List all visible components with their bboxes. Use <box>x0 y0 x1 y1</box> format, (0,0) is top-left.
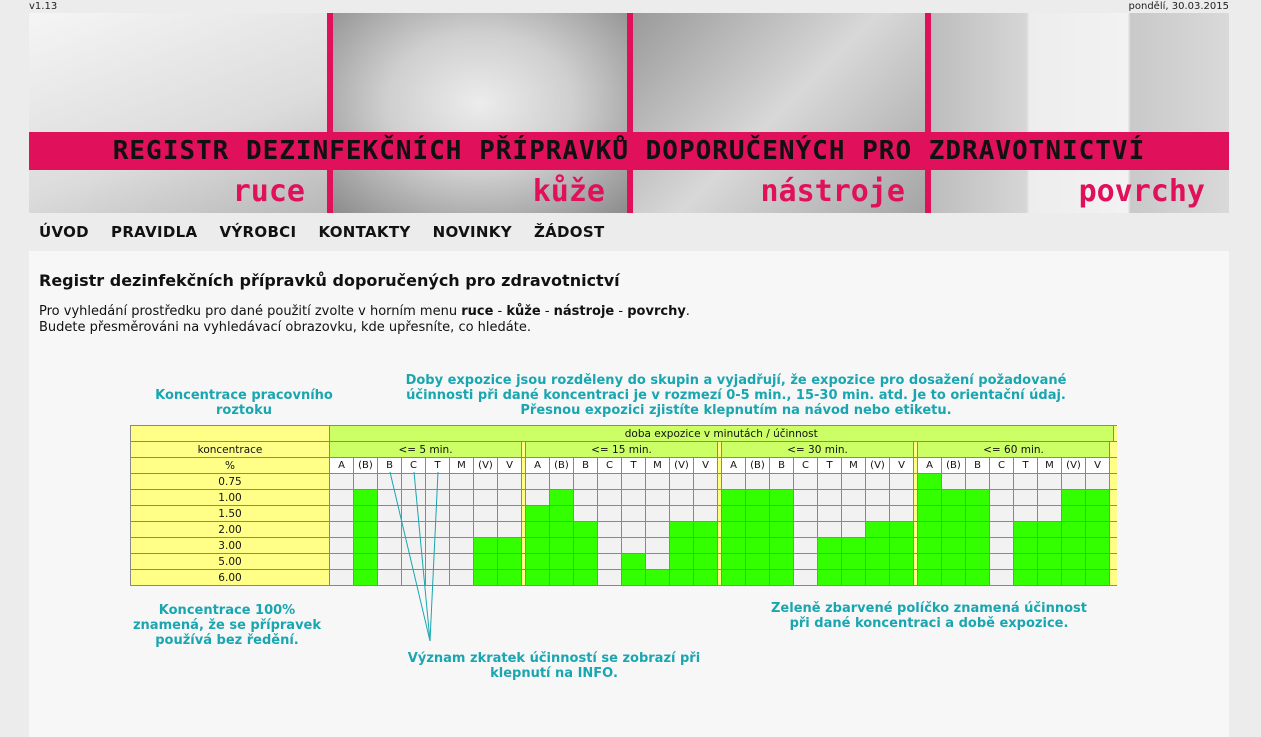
intro-link-povrchy[interactable]: povrchy <box>627 304 686 319</box>
header-banner <box>29 13 1229 213</box>
intro-link-nastroje[interactable]: nástroje <box>553 304 615 319</box>
intro-dash: - <box>540 304 554 319</box>
table-abbr-header: A <box>330 458 354 474</box>
table-abbr-header: (B) <box>942 458 966 474</box>
main-menu <box>39 222 621 242</box>
nav-item-uvod[interactable]: ÚVOD <box>39 223 89 241</box>
table-abbr-header: (V) <box>474 458 498 474</box>
version-label: v1.13 <box>29 1 58 12</box>
table-abbr-header: T <box>622 458 646 474</box>
nav-item-novinky[interactable]: NOVINKY <box>432 223 512 241</box>
table-group-header: <= 60 min. <box>918 442 1110 458</box>
table-abbr-header: C <box>402 458 426 474</box>
category-link-kuze[interactable]: kůže <box>532 174 605 209</box>
intro-dash: - <box>614 304 628 319</box>
table-abbr-header: (B) <box>550 458 574 474</box>
table-concentration-cell: 1.50 <box>131 506 330 522</box>
table-abbr-header: T <box>818 458 842 474</box>
table-abbr-header: V <box>694 458 718 474</box>
table-concentration-cell: 3.00 <box>131 538 330 554</box>
intro-link-ruce[interactable]: ruce <box>461 304 494 319</box>
nav-item-pravidla[interactable]: PRAVIDLA <box>111 223 198 241</box>
intro-dash: - <box>493 304 507 319</box>
table-abbr-header: B <box>770 458 794 474</box>
table-abbr-header: B <box>966 458 990 474</box>
note-green-meaning: Zeleně zbarvené políčko znamená účinnost při dané koncentraci a době expozice. <box>771 601 1087 631</box>
table-concentration-cell: 0.75 <box>131 474 330 490</box>
table-abbr-header: B <box>378 458 402 474</box>
table-abbr-header: M <box>450 458 474 474</box>
table-abbr-header: M <box>646 458 670 474</box>
note-abbr-meaning: Význam zkratek účinností se zobrazí při klepnutí na INFO. <box>407 651 701 681</box>
table-label-koncentrace: koncentrace <box>131 442 330 458</box>
table-concentration-cell: 5.00 <box>131 554 330 570</box>
table-abbr-header: (V) <box>670 458 694 474</box>
date-label: pondělí, 30.03.2015 <box>1128 1 1229 12</box>
intro-period: . <box>685 304 690 319</box>
table-abbr-header: (V) <box>866 458 890 474</box>
table-concentration-cell: 1.00 <box>131 490 330 506</box>
table-abbr-header: V <box>498 458 522 474</box>
note-exposure-info: Doby expozice jsou rozděleny do skupin a vyjadřují, že expozice pro dosažení požadované účinnosti při dané koncentraci je v rozmezí 0-5 min., 15-30 min. atd. Je to orientační údaj. Přesnou expozici zjistíte klepnutím na návod nebo etiketu. <box>405 373 1067 418</box>
table-abbr-header: T <box>426 458 450 474</box>
note-concentration-100: Koncentrace 100% znamená, že se přípravek používá bez ředění. <box>132 603 322 648</box>
table-abbr-header: C <box>598 458 622 474</box>
table-abbr-header: (B) <box>746 458 770 474</box>
table-group-header: <= 5 min. <box>330 442 522 458</box>
table-concentration-cell: 6.00 <box>131 570 330 586</box>
table-abbr-header: (V) <box>1062 458 1086 474</box>
table-abbr-header: C <box>990 458 1014 474</box>
nav-item-vyrobci[interactable]: VÝROBCI <box>219 223 297 241</box>
intro-prefix: Pro vyhledání prostředku pro dané použití zvolte v horním menu <box>39 304 462 319</box>
main-content <box>29 251 1229 737</box>
note-concentration-title: Koncentrace pracovního roztoku <box>155 388 333 418</box>
table-abbr-header: V <box>1086 458 1110 474</box>
banner-title: REGISTR DEZINFEKČNÍCH PŘÍPRAVKŮ DOPORUČENÝCH PRO ZDRAVOTNICTVÍ <box>29 132 1229 170</box>
table-abbr-header: V <box>890 458 914 474</box>
table-abbr-header: M <box>842 458 866 474</box>
nav-item-kontakty[interactable]: KONTAKTY <box>318 223 411 241</box>
table-group-header: <= 30 min. <box>722 442 914 458</box>
table-abbr-header: A <box>918 458 942 474</box>
nav-item-zadost[interactable]: ŽÁDOST <box>533 223 605 241</box>
category-link-povrchy[interactable]: povrchy <box>1078 174 1205 209</box>
table-abbr-header: (B) <box>354 458 378 474</box>
table-abbr-header: A <box>722 458 746 474</box>
table-label-percent: % <box>131 458 330 474</box>
intro-link-kuze[interactable]: kůže <box>506 304 541 319</box>
table-abbr-header: A <box>526 458 550 474</box>
table-abbr-header: T <box>1014 458 1038 474</box>
category-link-nastroje[interactable]: nástroje <box>760 174 905 209</box>
top-info-bar <box>29 0 1229 13</box>
table-concentration-cell: 2.00 <box>131 522 330 538</box>
table-abbr-header: M <box>1038 458 1062 474</box>
table-abbr-header: B <box>574 458 598 474</box>
category-link-ruce[interactable]: ruce <box>232 174 305 209</box>
page-title: Registr dezinfekčních přípravků doporučených pro zdravotnictví <box>39 271 620 290</box>
table-abbr-header: C <box>794 458 818 474</box>
table-group-header: <= 15 min. <box>526 442 718 458</box>
table-header-exposure: doba expozice v minutách / účinnost <box>330 426 1114 442</box>
intro-line-2: Budete přesměrováni na vyhledávací obrazovku, kde upřesníte, co hledáte. <box>39 320 531 335</box>
